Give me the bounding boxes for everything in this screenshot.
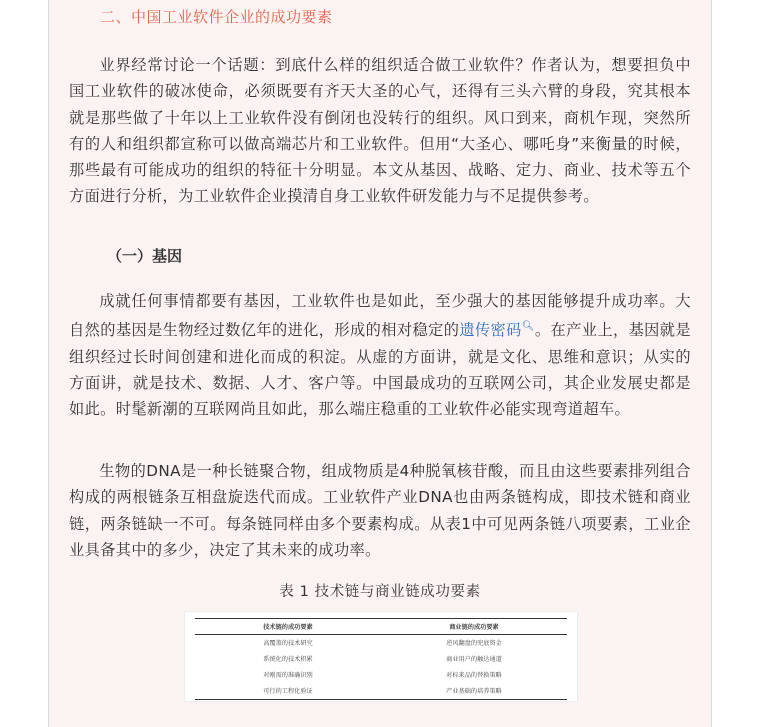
gene-paragraph xyxy=(69,288,691,423)
table-cell: 可行的工程化验证 xyxy=(195,683,381,700)
table-cell: 系统化的技术积累 xyxy=(263,656,313,663)
gene-text-part1: 成就任何事情都要有基因，工业软件也是如此，至少强大的基因能够提升成功率。大自然的基因是生物经过数亿年的进化，形成的相对稳定的 xyxy=(69,292,691,340)
table-row xyxy=(195,683,567,700)
gene-text-part2: 。在产业上，基因就是组织经过长时间创建和进化而成的积淀。从虚的方面讲，就是文化、思维和意识；从实的方面讲，就是技术、数据、人才、客户等。中国最成功的互联网公司，其企业发展史都是如此。时髦新潮的互联网尚且如此，那么端庄稳重的工业软件必能实现弯道超车。 xyxy=(69,321,691,419)
dna-paragraph: 生物的DNA是一种长链聚合物，组成物质是4种脱氧核苷酸，而且由这些要素排列组合构成的两根链条互相盘旋迭代而成。工业软件产业DNA也由两条链构成，即技术链和商业链，两条链缺一不可。每条链同样由多个要素构成。从表1中可见两条链八项要素，工业企业具备其中的多少，决定了其未来的成功率。 xyxy=(69,462,691,559)
table-row xyxy=(195,635,567,652)
genetic-code-link[interactable]: 遗传密码 xyxy=(459,321,522,340)
table-caption: 表 1 技术链与商业链成功要素 xyxy=(279,584,481,600)
header-tech-chain: 技术链的成功要素 xyxy=(195,619,381,635)
search-icon[interactable]: 🔍︎ xyxy=(521,321,535,333)
table-row xyxy=(195,667,567,683)
success-factors-table-image xyxy=(184,611,578,702)
table-cell: 逆风翻盘的兜底资金 xyxy=(446,640,502,647)
subheading-gene: （一）基因 xyxy=(107,247,183,265)
table-row xyxy=(195,651,567,667)
table-cell: 产业基础的培养策略 xyxy=(381,683,567,700)
table-cell: 对标来品的替换策略 xyxy=(446,672,502,679)
table-cell: 对刚需的准确识别 xyxy=(263,672,313,679)
success-factors-table xyxy=(195,618,567,700)
header-business-chain: 商业链的成功要素 xyxy=(381,619,567,635)
section-title: 二、中国工业软件企业的成功要素 xyxy=(100,8,333,26)
table-header-row xyxy=(195,619,567,635)
intro-paragraph: 业界经常讨论一个话题：到底什么样的组织适合做工业软件？作者认为，想要担负中国工业软件的破冰使命，必须既要有齐天大圣的心气，还得有三头六臂的身段，究其根本就是那些做了十年以上工业软件没有倒闭也没转行的组织。风口到来，商机乍现，突然所有的人和组织都宣称可以做高端芯片和工业软件。但用“大圣心、哪吒身”来衡量的时候，那些最有可能成功的组织的特征十分明显。本文从基因、战略、定力、商业、技术等五个方面进行分析，为工业软件企业摸清自身工业软件研发能力与不足提供参考。 xyxy=(69,56,691,206)
table-cell: 高覆盖的技术研究 xyxy=(263,640,313,647)
table-cell: 商业用户的触达通道 xyxy=(446,656,502,663)
article-panel xyxy=(48,0,712,727)
